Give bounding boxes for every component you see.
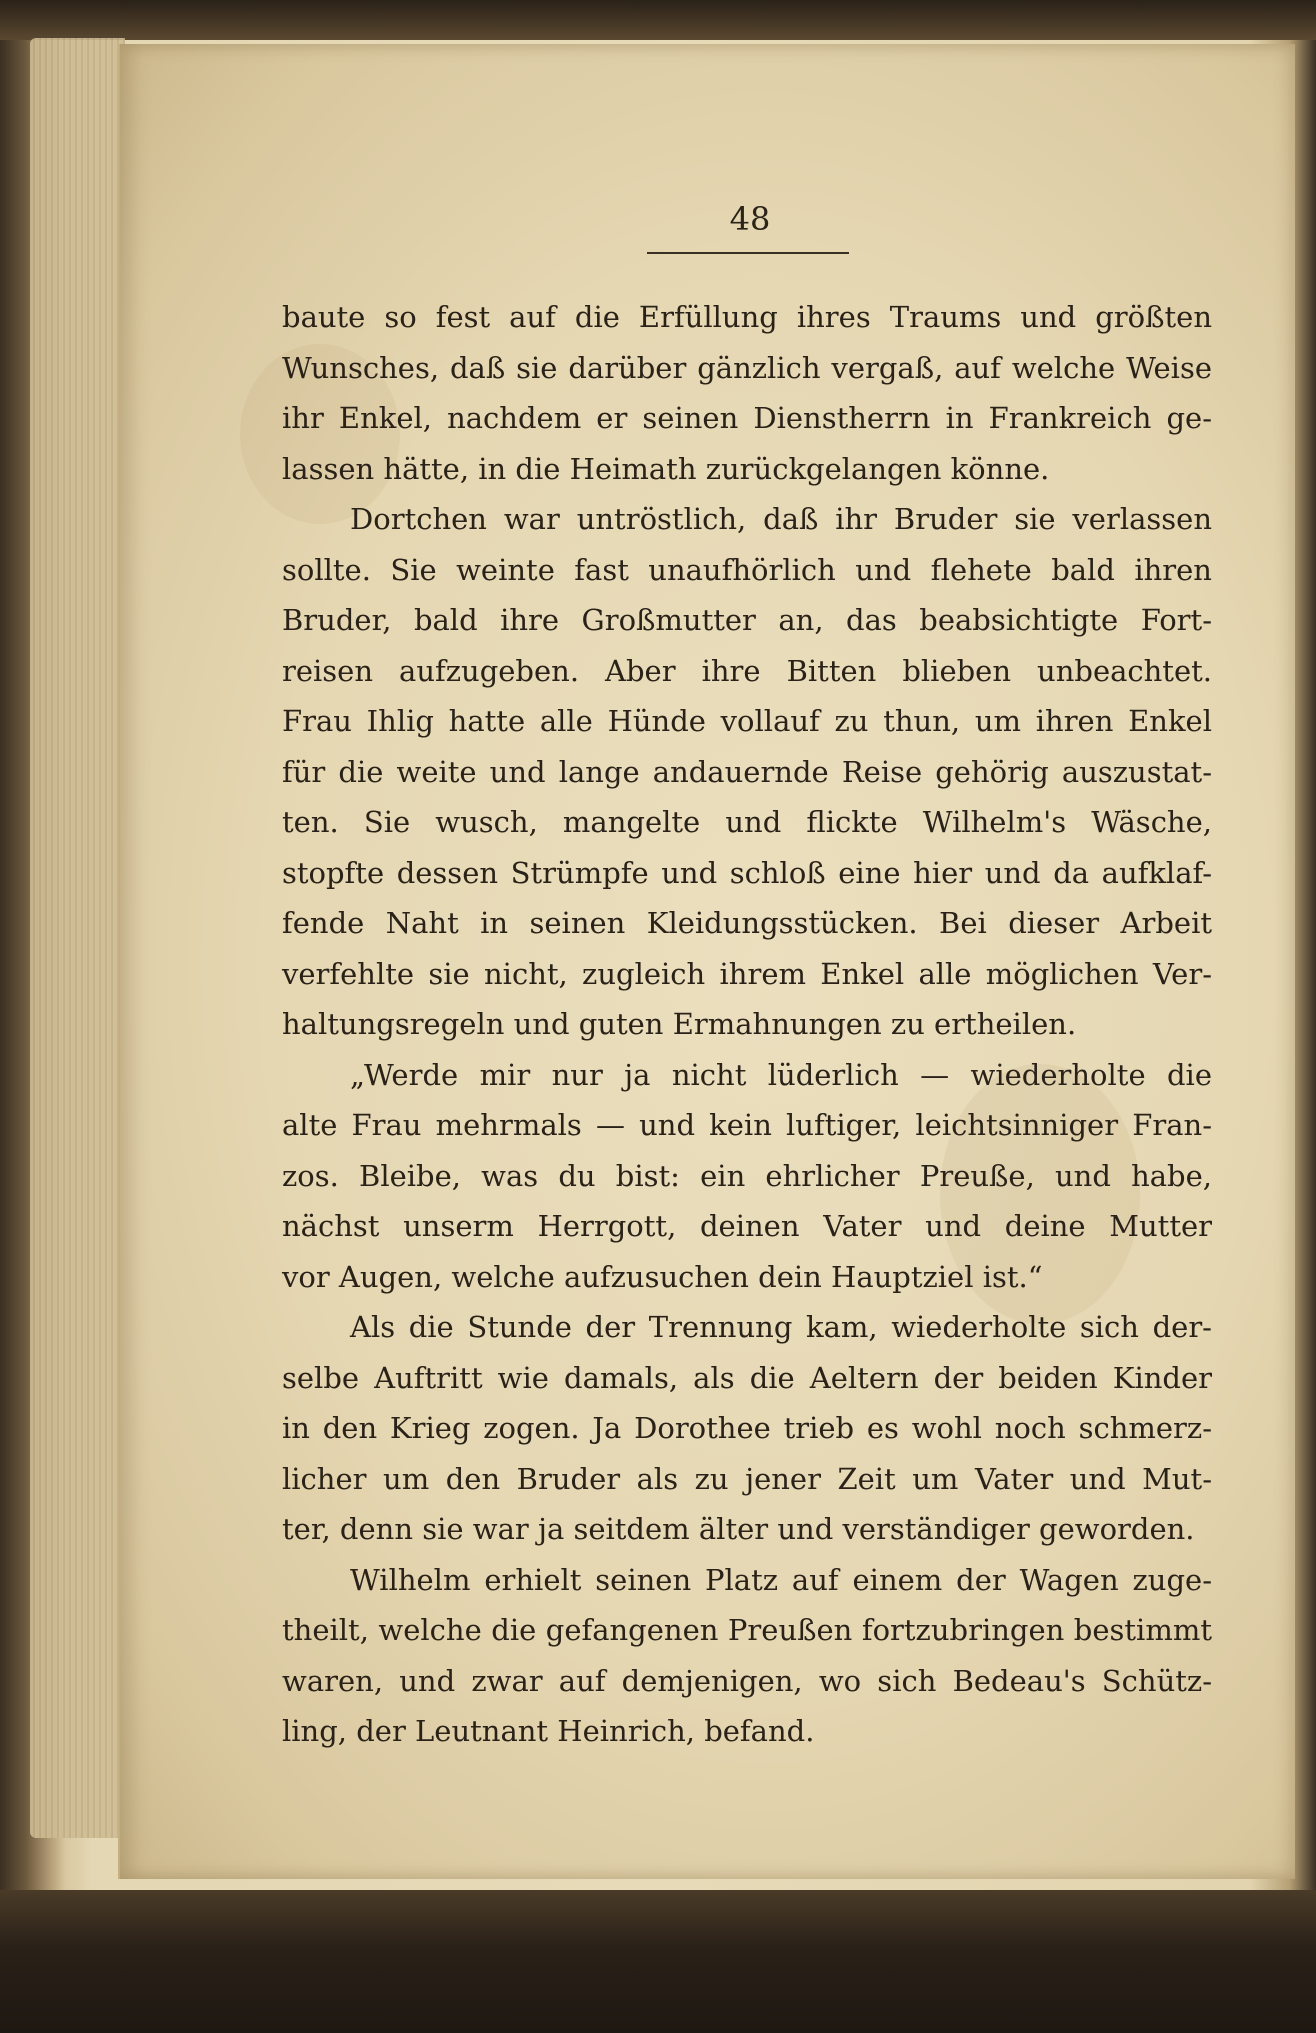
text-line: Bruder, bald ihre Großmutter an, das beabsichtigte Fort- <box>282 603 1212 637</box>
text-line: theilt, welche die gefangenen Preußen fortzubringen bestimmt <box>282 1613 1212 1647</box>
text-line: nächst unserm Herrgott, deinen Vater und deine Mutter <box>282 1209 1212 1243</box>
text-line: für die weite und lange andauernde Reise gehörig auszustat- <box>282 754 1212 789</box>
text-line: vor Augen, welche aufzusuchen dein Hauptziel ist.“ <box>282 1259 1043 1294</box>
page-number: 48 <box>729 200 771 238</box>
text-line: Frau Ihlig hatte alle Hünde vollauf zu thun, um ihren Enkel <box>282 704 1212 738</box>
book-binding-top <box>0 0 1316 40</box>
text-line: ling, der Leutnant Heinrich, befand. <box>282 1714 815 1748</box>
text-line: fende Naht in seinen Kleidungsstücken. Bei dieser Arbeit <box>282 906 1212 940</box>
header-rule <box>647 252 849 254</box>
text-line: zos. Bleibe, was du bist: ein ehrlicher Preuße, und habe, <box>282 1158 1212 1193</box>
text-line: Als die Stunde der Trennung kam, wiederholte sich der- <box>350 1310 1212 1344</box>
text-line: licher um den Bruder als zu jener Zeit um Vater und Mut- <box>282 1461 1212 1496</box>
text-line: baute so fest auf die Erfüllung ihres Traums und größten <box>282 300 1212 334</box>
text-line: stopfte dessen Strümpfe und schloß eine hier und da aufklaf- <box>282 855 1212 890</box>
text-line: Wilhelm erhielt seinen Platz auf einem der Wagen zuge- <box>350 1562 1212 1597</box>
text-line: verfehlte sie nicht, zugleich ihrem Enkel alle möglichen Ver- <box>282 956 1212 991</box>
text-line: sollte. Sie weinte fast unaufhörlich und flehete bald ihren <box>282 552 1212 587</box>
text-line: „Werde mir nur ja nicht lüderlich — wiederholte die <box>350 1057 1212 1092</box>
text-line: haltungsregeln und guten Ermahnungen zu ertheilen. <box>282 1007 1077 1041</box>
page-edges <box>30 38 125 1838</box>
text-line: in den Krieg zogen. Ja Dorothee trieb es wohl noch schmerz- <box>282 1411 1212 1445</box>
text-line: ten. Sie wusch, mangelte und flickte Wilhelm's Wäsche, <box>282 805 1212 839</box>
text-line: selbe Auftritt wie damals, als die Aeltern der beiden Kinder <box>282 1360 1212 1395</box>
text-line: lassen hätte, in die Heimath zurückgelangen könne. <box>282 451 1050 486</box>
text-line: alte Frau mehrmals — und kein luftiger, leichtsinniger Fran- <box>282 1108 1212 1142</box>
body-text <box>282 292 1212 1757</box>
text-line: Dortchen war untröstlich, daß ihr Bruder sie verlassen <box>350 502 1212 536</box>
text-line: ihr Enkel, nachdem er seinen Dienstherrn in Frankreich ge- <box>282 401 1212 435</box>
book-binding-bottom <box>0 1890 1316 2033</box>
text-line: ter, denn sie war ja seitdem älter und verständiger geworden. <box>282 1512 1195 1546</box>
text-line: reisen aufzugeben. Aber ihre Bitten blieben unbeachtet. <box>282 653 1212 688</box>
text-line: waren, und zwar auf demjenigen, wo sich Bedeau's Schütz- <box>282 1663 1212 1698</box>
text-line: Wunsches, daß sie darüber gänzlich vergaß, auf welche Weise <box>282 350 1212 385</box>
